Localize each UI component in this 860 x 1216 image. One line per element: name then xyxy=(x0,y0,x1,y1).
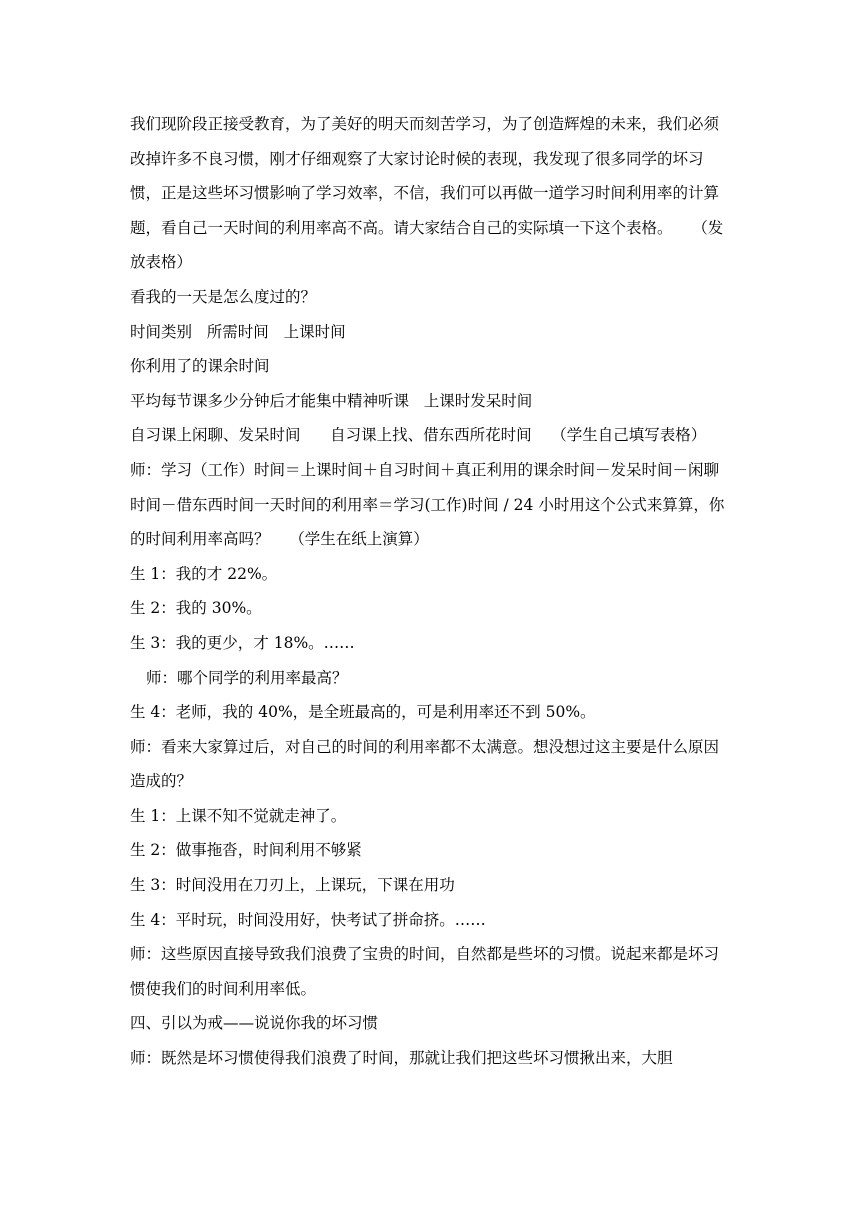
paragraph-student-2: 生 2：我的 30%。 xyxy=(130,599,262,618)
paragraph-table-row-1: 时间类别 所需时间 上课时间 xyxy=(130,322,346,341)
paragraph-teacher-reflection: 师：看来大家算过后，对自己的时间的利用率都不太满意。想没想过这主要是什么原因造成的？ xyxy=(130,737,720,791)
paragraph-intro: 我们现阶段正接受教育，为了美好的明天而刻苦学习，为了创造辉煌的未来，我们必须改掉许多不良习惯，刚才仔细观察了大家讨论时候的表现，我发现了很多同学的坏习惯，正是这些坏习惯影响了学习效率，不信，我们可以再做一道学习时间利用率的计算题，看自己一天时间的利用率高不高。请大家结合自己的实际填一下这个表格。 （发放表格） xyxy=(130,115,724,272)
document-page xyxy=(130,107,732,1076)
paragraph-teacher-question: 师：哪个同学的利用率最高？ xyxy=(146,668,348,687)
paragraph-table-row-3: 平均每节课多少分钟后才能集中精神听课 上课时发呆时间 xyxy=(130,391,533,410)
paragraph-student-3: 生 3：我的更少，才 18%。…… xyxy=(130,633,355,652)
paragraph-teacher-final: 师：既然是坏习惯使得我们浪费了时间，那就让我们把这些坏习惯揪出来，大胆 xyxy=(130,1049,673,1068)
paragraph-teacher-formula: 师：学习（工作）时间＝上课时间＋自习时间＋真正利用的课余时间－发呆时间－闲聊时间－借东西时间一天时间的利用率＝学习(工作)时间 / 24 小时用这个公式来算算，你的时间利用率高吗？ （学生在纸上演算） xyxy=(130,460,725,549)
paragraph-table-row-4: 自习课上闲聊、发呆时间 自习课上找、借东西所花时间 （学生自己填写表格） xyxy=(130,426,707,445)
section-heading-four: 四、引以为戒——说说你我的坏习惯 xyxy=(130,1014,379,1033)
paragraph-table-title: 看我的一天是怎么度过的？ xyxy=(130,287,317,306)
paragraph-student-4: 生 4：老师，我的 40%，是全班最高的，可是利用率还不到 50%。 xyxy=(130,703,596,722)
paragraph-student-reason-4: 生 4：平时玩，时间没用好，快考试了拼命挤。…… xyxy=(130,910,486,929)
paragraph-student-reason-1: 生 1：上课不知不觉就走神了。 xyxy=(130,806,347,825)
paragraph-student-reason-2: 生 2：做事拖沓，时间利用不够紧 xyxy=(130,841,362,860)
paragraph-teacher-summary: 师：这些原因直接导致我们浪费了宝贵的时间，自然都是些坏的习惯。说起来都是坏习惯使我们的时间利用率低。 xyxy=(130,945,720,998)
paragraph-student-reason-3: 生 3：时间没用在刀刃上，上课玩，下课在用功 xyxy=(130,876,455,895)
paragraph-student-1: 生 1：我的才 22%。 xyxy=(130,564,278,583)
paragraph-table-row-2: 你利用了的课余时间 xyxy=(130,357,270,376)
